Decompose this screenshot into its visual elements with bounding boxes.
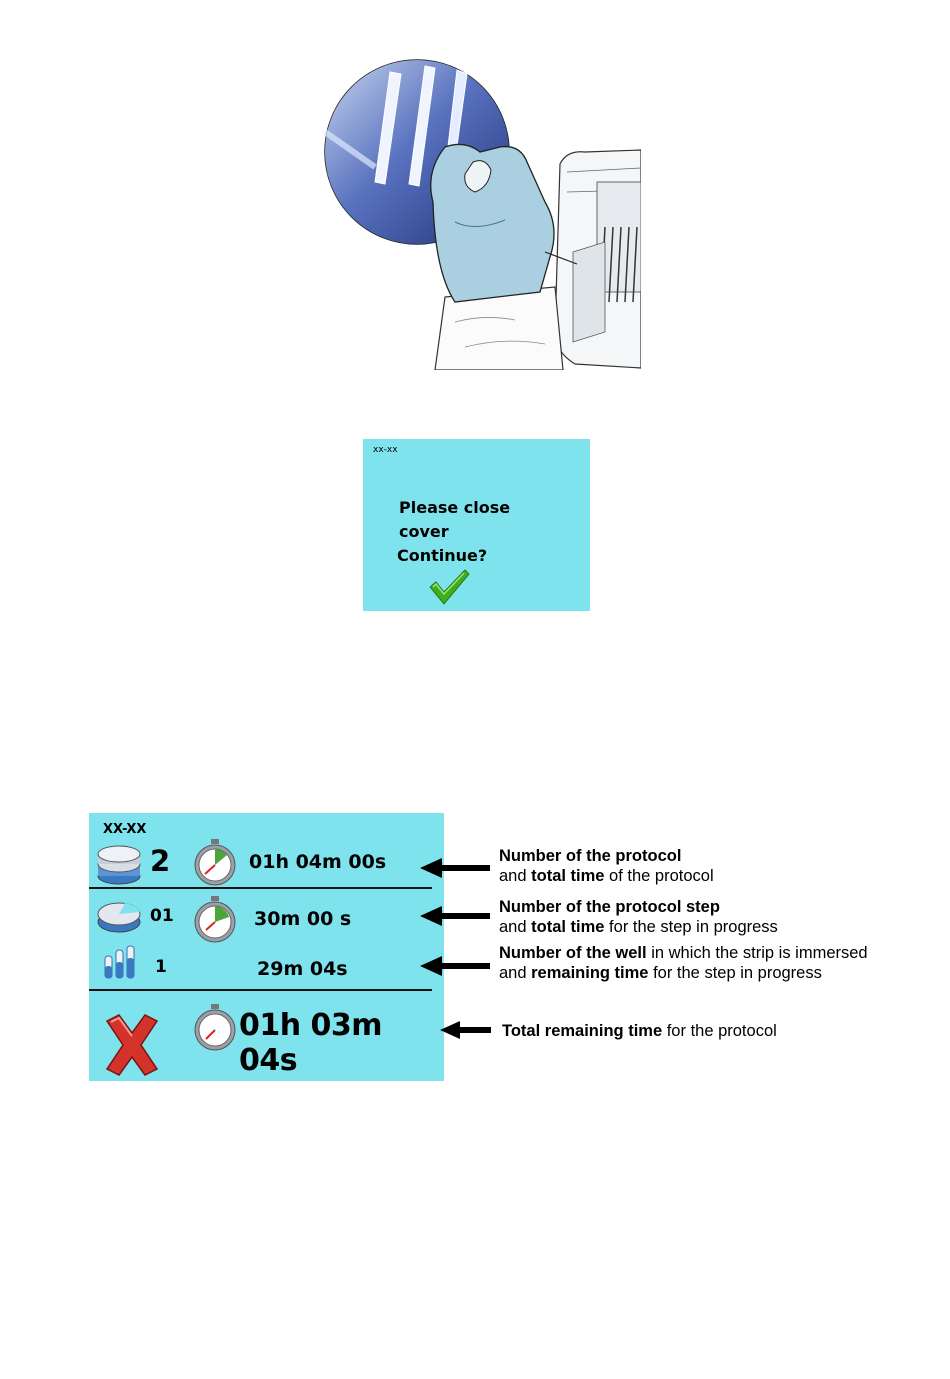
annotation-text: and bbox=[499, 918, 532, 936]
annotation-text: for the step in progress bbox=[648, 964, 822, 982]
protocol-total-time: 01h 04m 00s bbox=[249, 851, 387, 873]
step-number: 01 bbox=[150, 906, 174, 926]
annotation-step bbox=[499, 897, 778, 937]
annotation-bold: Number of the well bbox=[499, 944, 647, 962]
close-cover-screen bbox=[363, 439, 590, 611]
annotation-text: in which the strip is immersed bbox=[646, 944, 868, 962]
arrow-left-icon bbox=[420, 906, 490, 926]
well-number: 1 bbox=[155, 957, 167, 977]
screen-tag: xx-xx bbox=[373, 445, 398, 455]
stopwatch-icon bbox=[191, 838, 239, 886]
well-remaining-time: 29m 04s bbox=[257, 958, 348, 980]
annotation-bold: remaining time bbox=[531, 964, 649, 982]
annotation-text: of the protocol bbox=[604, 867, 714, 885]
annotation-protocol bbox=[499, 846, 714, 886]
continue-prompt: Continue? bbox=[397, 546, 488, 565]
arrow-left-icon bbox=[420, 858, 490, 878]
message-line-2: cover bbox=[399, 522, 449, 541]
annotation-text: for the step in progress bbox=[604, 918, 778, 936]
annotation-bold: Total remaining time bbox=[502, 1022, 663, 1040]
annotation-total bbox=[502, 1021, 777, 1041]
annotation-text: and bbox=[499, 964, 532, 982]
separator-bottom bbox=[89, 989, 432, 991]
annotation-bold: total time bbox=[531, 918, 605, 936]
screen-tag: XX-XX bbox=[103, 822, 147, 837]
protocol-number: 2 bbox=[150, 844, 171, 878]
checkmark-icon[interactable] bbox=[427, 567, 471, 607]
arrow-left-icon bbox=[438, 1018, 493, 1042]
strip-insertion-illustration bbox=[305, 52, 641, 370]
annotation-well bbox=[499, 943, 868, 983]
run-status-screen bbox=[89, 813, 444, 1081]
cancel-x-icon[interactable] bbox=[99, 1013, 165, 1077]
close-cover-message bbox=[399, 496, 510, 544]
step-total-time: 30m 00 s bbox=[254, 908, 352, 930]
message-line-1: Please close bbox=[399, 498, 511, 517]
annotation-bold: total time bbox=[531, 867, 605, 885]
annotation-bold: Number of the protocol bbox=[499, 847, 682, 865]
well-tubes-icon bbox=[103, 944, 137, 980]
annotation-text: for the protocol bbox=[662, 1022, 777, 1040]
total-remaining-time: 01h 03m 04s bbox=[239, 1008, 383, 1078]
annotation-text: and bbox=[499, 867, 532, 885]
arrow-left-icon bbox=[420, 956, 490, 976]
stopwatch-icon bbox=[191, 895, 239, 943]
annotation-arrows bbox=[418, 855, 493, 985]
protocol-stack-icon bbox=[95, 840, 143, 886]
stopwatch-icon bbox=[191, 1003, 239, 1051]
annotation-bold: Number of the protocol step bbox=[499, 898, 720, 916]
separator-top bbox=[89, 887, 432, 889]
protocol-step-icon bbox=[95, 896, 143, 936]
